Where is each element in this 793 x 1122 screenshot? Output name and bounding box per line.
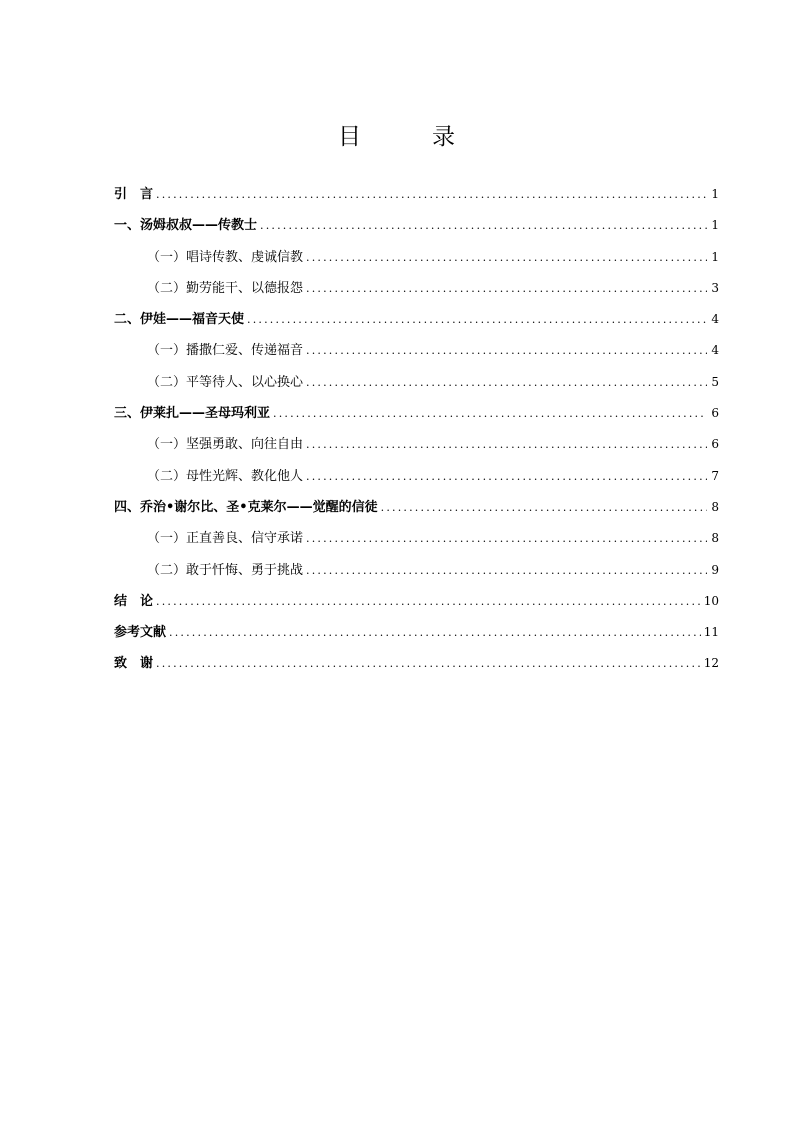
toc-entry[interactable] (114, 245, 719, 276)
toc-dot-leader (156, 590, 701, 614)
toc-entry-label: （一）播撒仁爱、传递福音 (147, 343, 304, 359)
toc-entry[interactable] (114, 558, 719, 589)
toc-page-number: 4 (711, 343, 719, 358)
toc-dot-leader (247, 308, 707, 332)
toc-entry-label: 致 谢 (114, 656, 154, 672)
toc-entry[interactable] (114, 276, 719, 307)
toc-entry-label: 结 论 (114, 593, 154, 609)
toc-entry[interactable] (114, 620, 719, 651)
toc-dot-leader (306, 339, 707, 363)
toc-entry-label: （一）唱诗传教、虔诚信教 (147, 249, 304, 265)
toc-page-number: 1 (711, 187, 719, 201)
toc-entry-label: 参考文献 (114, 625, 167, 641)
toc-dot-leader (260, 214, 707, 238)
toc-entry-label: 引 言 (114, 187, 154, 202)
toc-entry[interactable] (114, 182, 719, 213)
toc-entry-label: （一）坚强勇敢、向往自由 (147, 437, 304, 453)
toc-entry[interactable] (114, 213, 719, 244)
toc-entry[interactable] (114, 651, 719, 682)
toc-page-number: 1 (711, 249, 719, 264)
toc-title: 目 录 (338, 124, 479, 150)
toc-dot-leader (306, 246, 707, 270)
toc-entry[interactable] (114, 370, 719, 401)
toc-page-number: 10 (703, 593, 719, 608)
toc-dot-leader (273, 402, 707, 426)
toc-page-number: 11 (703, 625, 719, 640)
toc-page-number: 8 (711, 531, 719, 546)
table-of-contents (114, 182, 719, 683)
toc-dot-leader (156, 652, 701, 676)
toc-page-number: 4 (711, 312, 719, 327)
toc-page-number: 3 (711, 280, 719, 295)
toc-entry-label: （二）平等待人、以心换心 (147, 374, 304, 390)
toc-page-number: 12 (703, 656, 719, 671)
toc-page-number: 5 (711, 374, 719, 389)
toc-entry-label: 一、汤姆叔叔——传教士 (114, 218, 258, 234)
toc-dot-leader (156, 183, 707, 207)
toc-entry[interactable] (114, 432, 719, 463)
toc-dot-leader (306, 277, 707, 301)
toc-entry-label: 三、伊莱扎——圣母玛利亚 (114, 406, 271, 422)
toc-entry[interactable] (114, 338, 719, 369)
toc-dot-leader (306, 559, 707, 583)
toc-entry[interactable] (114, 526, 719, 557)
toc-entry-label: （二）敢于忏悔、勇于挑战 (147, 562, 304, 578)
toc-entry[interactable] (114, 589, 719, 620)
toc-dot-leader (306, 465, 707, 489)
toc-entry-label: （二）母性光辉、教化他人 (147, 468, 304, 484)
toc-entry[interactable] (114, 464, 719, 495)
toc-page-number: 9 (711, 562, 719, 577)
toc-page-number: 6 (711, 437, 719, 452)
toc-page-number: 1 (711, 218, 719, 233)
toc-page-number: 7 (711, 468, 719, 483)
toc-entry-label: 二、伊娃——福音天使 (114, 312, 245, 328)
toc-page-number: 8 (711, 499, 719, 514)
toc-entry-label: （一）正直善良、信守承诺 (147, 531, 304, 547)
toc-dot-leader (306, 433, 707, 457)
toc-page-number: 6 (711, 406, 719, 421)
toc-dot-leader (381, 496, 707, 520)
toc-dot-leader (306, 371, 707, 395)
toc-entry[interactable] (114, 401, 719, 432)
toc-entry-label: 四、乔治•谢尔比、圣•克莱尔——觉醒的信徒 (114, 499, 378, 515)
toc-dot-leader (306, 527, 707, 551)
toc-entry[interactable] (114, 307, 719, 338)
toc-entry[interactable] (114, 495, 719, 526)
toc-dot-leader (169, 621, 701, 645)
toc-entry-label: （二）勤劳能干、以德报怨 (147, 280, 304, 296)
